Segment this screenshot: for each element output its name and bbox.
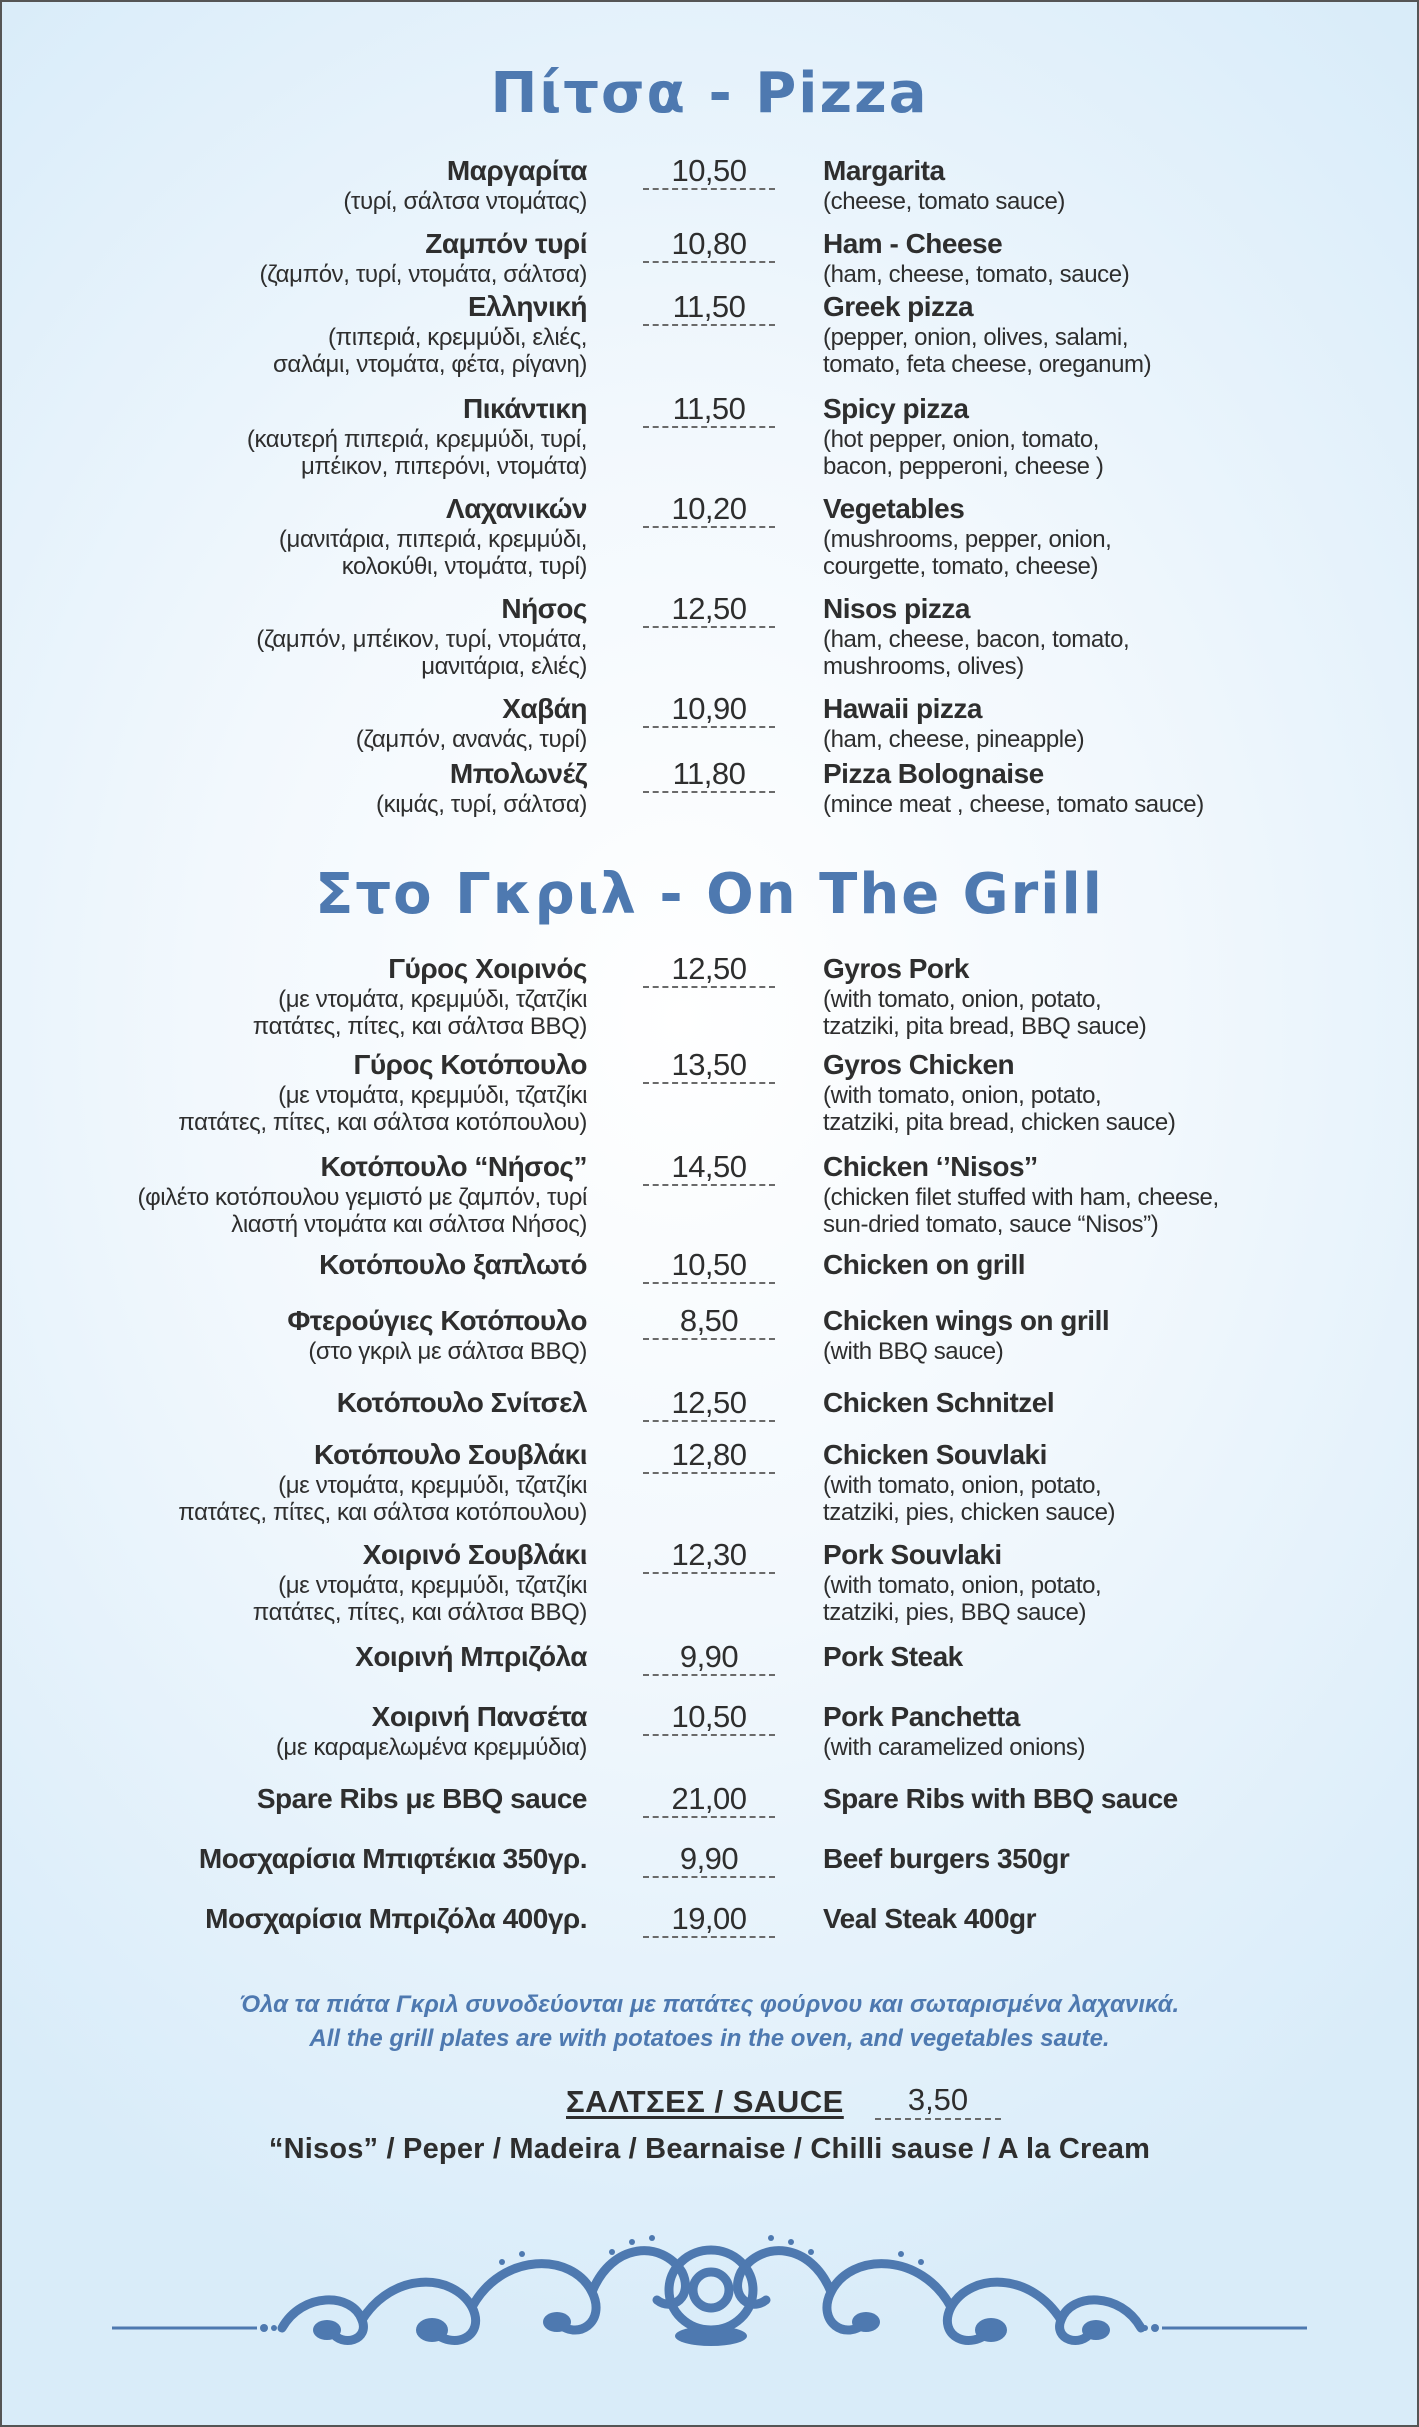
item-name-english: Spare Ribs with BBQ sauce	[823, 1783, 1178, 1814]
item-english	[823, 757, 1403, 818]
item-name-english: Gyros Chicken	[823, 1049, 1015, 1080]
item-name-english: Nisos pizza	[823, 593, 970, 624]
item-greek	[0, 154, 587, 215]
item-price: 11,50	[643, 290, 775, 326]
item-name-english: Margarita	[823, 155, 945, 186]
item-price: 9,90	[643, 1842, 775, 1878]
item-desc-greek: μπέικον, πιπερόνι, ντομάτα)	[300, 453, 587, 480]
item-price: 14,50	[643, 1150, 775, 1186]
item-english	[823, 1538, 1403, 1626]
item-english	[823, 1700, 1403, 1761]
item-name-greek: Λαχανικών	[446, 493, 587, 524]
item-price: 11,50	[643, 392, 775, 428]
item-name-greek: Γύρος Κοτόπουλο	[353, 1049, 587, 1080]
item-price: 10,50	[643, 154, 775, 190]
item-desc-greek: πατάτες, πίτες, και σάλτσα κοτόπουλου)	[178, 1499, 587, 1526]
item-desc-english: (ham, cheese, bacon, tomato,	[823, 626, 1130, 653]
item-greek	[0, 1902, 587, 1936]
grill-note-english: All the grill plates are with potatoes in the oven, and vegetables saute.	[309, 2025, 1110, 2052]
item-desc-english: (mushrooms, pepper, onion,	[823, 526, 1112, 553]
item-desc-greek: μανιτάρια, ελιές)	[421, 653, 587, 680]
item-greek	[0, 1842, 587, 1876]
item-greek	[0, 1640, 587, 1674]
item-desc-greek: (στο γκριλ με σάλτσα BBQ)	[308, 1338, 587, 1365]
ornament-divider	[2, 2212, 1419, 2352]
item-desc-english: (ham, cheese, pineapple)	[823, 726, 1085, 753]
item-desc-english: (with tomato, onion, potato,	[823, 1472, 1102, 1499]
item-english	[823, 1438, 1403, 1526]
item-desc-greek: πατάτες, πίτες, και σάλτσα κοτόπουλου)	[178, 1109, 587, 1136]
item-desc-english: (chicken filet stuffed with ham, cheese,	[823, 1184, 1219, 1211]
item-english	[823, 592, 1403, 680]
item-english	[823, 952, 1403, 1040]
item-desc-english: (with tomato, onion, potato,	[823, 1082, 1102, 1109]
item-desc-english: sun-dried tomato, sauce “Nisos”)	[823, 1211, 1159, 1238]
sauce-title: ΣΑΛΤΣΕΣ / SAUCE	[566, 2084, 844, 2119]
item-price: 12,30	[643, 1538, 775, 1574]
sauce-price: 3,50	[875, 2082, 1001, 2120]
item-greek	[0, 1782, 587, 1816]
item-greek	[0, 1438, 587, 1526]
item-desc-english: (with tomato, onion, potato,	[823, 1572, 1102, 1599]
item-greek	[0, 492, 587, 580]
item-price: 10,20	[643, 492, 775, 528]
item-desc-greek: (ζαμπόν, μπέικον, τυρί, ντομάτα,	[256, 626, 587, 653]
item-name-english: Beef burgers 350gr	[823, 1843, 1070, 1874]
item-name-greek: Γύρος Χοιρινός	[388, 953, 587, 984]
item-name-greek: Χαβάη	[502, 693, 587, 724]
item-desc-greek: (μανιτάρια, πιπεριά, κρεμμύδι,	[278, 526, 587, 553]
item-desc-english: (with tomato, onion, potato,	[823, 986, 1102, 1013]
item-price: 10,50	[643, 1700, 775, 1736]
item-price: 21,00	[643, 1782, 775, 1818]
item-desc-greek: (τυρί, σάλτσα ντομάτας)	[343, 188, 587, 215]
item-desc-greek: (με ντομάτα, κρεμμύδι, τζατζίκι	[278, 986, 587, 1013]
item-desc-english: bacon, pepperoni, cheese )	[823, 453, 1104, 480]
item-english	[823, 492, 1403, 580]
item-desc-greek: (φιλέτο κοτόπουλου γεμιστό με ζαμπόν, τυρί	[137, 1184, 587, 1211]
item-name-english: Chicken ‘’Nisos’’	[823, 1151, 1038, 1182]
item-greek	[0, 592, 587, 680]
item-greek	[0, 1538, 587, 1626]
ornament-fills	[313, 2312, 1110, 2346]
item-name-greek: Μαργαρίτα	[446, 155, 587, 186]
item-desc-english: (ham, cheese, tomato, sauce)	[823, 261, 1130, 288]
item-english	[823, 1640, 1403, 1674]
item-desc-english: (pepper, onion, olives, salami,	[823, 324, 1129, 351]
item-desc-english: tzatziki, pita bread, chicken sauce)	[823, 1109, 1176, 1136]
item-name-greek: Χοιρινή Πανσέτα	[371, 1701, 587, 1732]
item-name-greek: Spare Ribs με BBQ sauce	[256, 1783, 587, 1814]
item-english	[823, 1304, 1403, 1365]
item-greek	[0, 227, 587, 288]
item-name-greek: Χοιρινή Μπριζόλα	[355, 1641, 587, 1672]
item-english	[823, 290, 1403, 378]
item-desc-english: tomato, feta cheese, oreganum)	[823, 351, 1152, 378]
pizza-section-title: Πίτσα - Pizza	[490, 61, 929, 126]
item-name-english: Pork Souvlaki	[823, 1539, 1002, 1570]
item-name-greek: Πικάντικη	[463, 393, 587, 424]
item-desc-greek: (με ντομάτα, κρεμμύδι, τζατζίκι	[278, 1082, 587, 1109]
item-price: 10,80	[643, 227, 775, 263]
item-desc-english: courgette, tomato, cheese)	[823, 553, 1099, 580]
item-desc-english: (with caramelized onions)	[823, 1734, 1086, 1761]
item-desc-greek: (πιπεριά, κρεμμύδι, ελιές,	[327, 324, 587, 351]
item-greek	[0, 1248, 587, 1282]
item-price: 12,50	[643, 592, 775, 628]
item-price: 11,80	[643, 757, 775, 793]
item-price: 8,50	[643, 1304, 775, 1340]
item-english	[823, 1782, 1403, 1816]
item-name-english: Chicken wings on grill	[823, 1305, 1110, 1336]
item-greek	[0, 952, 587, 1040]
item-desc-greek: (ζαμπόν, τυρί, ντομάτα, σάλτσα)	[259, 261, 587, 288]
item-desc-greek: (κιμάς, τυρί, σάλτσα)	[376, 791, 587, 818]
item-name-english: Veal Steak 400gr	[823, 1903, 1037, 1934]
item-name-greek: Κοτόπουλο ξαπλωτό	[319, 1249, 587, 1280]
item-name-greek: Κοτόπουλο Σουβλάκι	[313, 1439, 587, 1470]
item-name-greek: Φτερούγιες Κοτόπουλο	[287, 1305, 587, 1336]
item-desc-greek: (ζαμπόν, ανανάς, τυρί)	[355, 726, 587, 753]
item-greek	[0, 1150, 587, 1238]
grill-note-greek: Όλα τα πιάτα Γκριλ συνοδεύονται με πατάτες φούρνου και σωταρισμένα λαχανικά.	[239, 1991, 1180, 2018]
item-name-greek: Κοτόπουλο “Νήσος”	[320, 1151, 587, 1182]
item-english	[823, 1902, 1403, 1936]
item-greek	[0, 1700, 587, 1761]
item-greek	[0, 1386, 587, 1420]
item-price: 12,50	[643, 952, 775, 988]
item-desc-english: tzatziki, pies, BBQ sauce)	[823, 1599, 1087, 1626]
item-greek	[0, 1304, 587, 1365]
item-name-greek: Ζαμπόν τυρί	[425, 228, 587, 259]
item-desc-english: mushrooms, olives)	[823, 653, 1024, 680]
item-name-english: Pork Steak	[823, 1641, 963, 1672]
item-name-greek: Νήσος	[501, 593, 587, 624]
item-desc-english: tzatziki, pita bread, BBQ sauce)	[823, 1013, 1147, 1040]
item-desc-greek: σαλάμι, ντομάτα, φέτα, ρίγανη)	[272, 351, 587, 378]
item-english	[823, 1248, 1403, 1282]
item-desc-english: (with BBQ sauce)	[823, 1338, 1004, 1365]
item-desc-english: tzatziki, pies, chicken sauce)	[823, 1499, 1116, 1526]
item-greek	[0, 1048, 587, 1136]
item-name-english: Pork Panchetta	[823, 1701, 1020, 1732]
item-name-english: Chicken Souvlaki	[823, 1439, 1047, 1470]
item-price: 12,80	[643, 1438, 775, 1474]
item-desc-english: (cheese, tomato sauce)	[823, 188, 1065, 215]
item-name-greek: Μοσχαρίσια Μπριζόλα 400γρ.	[205, 1903, 587, 1934]
item-desc-greek: κολοκύθι, ντομάτα, τυρί)	[341, 553, 587, 580]
item-price: 19,00	[643, 1902, 775, 1938]
item-price: 13,50	[643, 1048, 775, 1084]
item-name-english: Greek pizza	[823, 291, 974, 322]
item-name-english: Ham - Cheese	[823, 228, 1003, 259]
item-english	[823, 227, 1403, 288]
item-name-greek: Ελληνική	[468, 291, 587, 322]
item-english	[823, 1048, 1403, 1136]
item-desc-greek: λιαστή ντομάτα και σάλτσα Νήσος)	[231, 1211, 587, 1238]
item-name-english: Hawaii pizza	[823, 693, 982, 724]
item-desc-english: (mince meat , cheese, tomato sauce)	[823, 791, 1204, 818]
item-english	[823, 392, 1403, 480]
item-price: 10,50	[643, 1248, 775, 1284]
item-name-english: Spicy pizza	[823, 393, 969, 424]
item-english	[823, 154, 1403, 215]
item-desc-greek: (καυτερή πιπεριά, κρεμμύδι, τυρί,	[246, 426, 587, 453]
item-price: 9,90	[643, 1640, 775, 1676]
item-name-greek: Μοσχαρίσια Μπιφτέκια 350γρ.	[198, 1843, 587, 1874]
item-name-english: Chicken Schnitzel	[823, 1387, 1055, 1418]
item-english	[823, 692, 1403, 753]
item-greek	[0, 692, 587, 753]
item-name-english: Chicken on grill	[823, 1249, 1026, 1280]
item-name-english: Gyros Pork	[823, 953, 969, 984]
item-name-english: Vegetables	[823, 493, 965, 524]
item-desc-greek: πατάτες, πίτες, και σάλτσα BBQ)	[252, 1013, 587, 1040]
item-greek	[0, 290, 587, 378]
item-greek	[0, 757, 587, 818]
item-desc-english: (hot pepper, onion, tomato,	[823, 426, 1100, 453]
sauce-list: “Nisos” / Peper / Madeira / Bearnaise / Chilli sause / A la Cream	[268, 2133, 1151, 2165]
item-name-greek: Κοτόπουλο Σνίτσελ	[336, 1387, 587, 1418]
item-name-greek: Χοιρινό Σουβλάκι	[362, 1539, 587, 1570]
item-greek	[0, 392, 587, 480]
item-english	[823, 1386, 1403, 1420]
item-desc-greek: (με ντομάτα, κρεμμύδι, τζατζίκι	[278, 1472, 587, 1499]
item-name-english: Pizza Bolognaise	[823, 758, 1044, 789]
item-english	[823, 1150, 1403, 1238]
grill-section-title: Στο Γκριλ - On The Grill	[315, 862, 1104, 927]
item-desc-greek: πατάτες, πίτες, και σάλτσα BBQ)	[252, 1599, 587, 1626]
item-name-greek: Μπολωνέζ	[449, 758, 587, 789]
item-desc-greek: (με ντομάτα, κρεμμύδι, τζατζίκι	[278, 1572, 587, 1599]
item-desc-greek: (με καραμελωμένα κρεμμύδια)	[275, 1734, 587, 1761]
item-price: 12,50	[643, 1386, 775, 1422]
item-price: 10,90	[643, 692, 775, 728]
item-english	[823, 1842, 1403, 1876]
